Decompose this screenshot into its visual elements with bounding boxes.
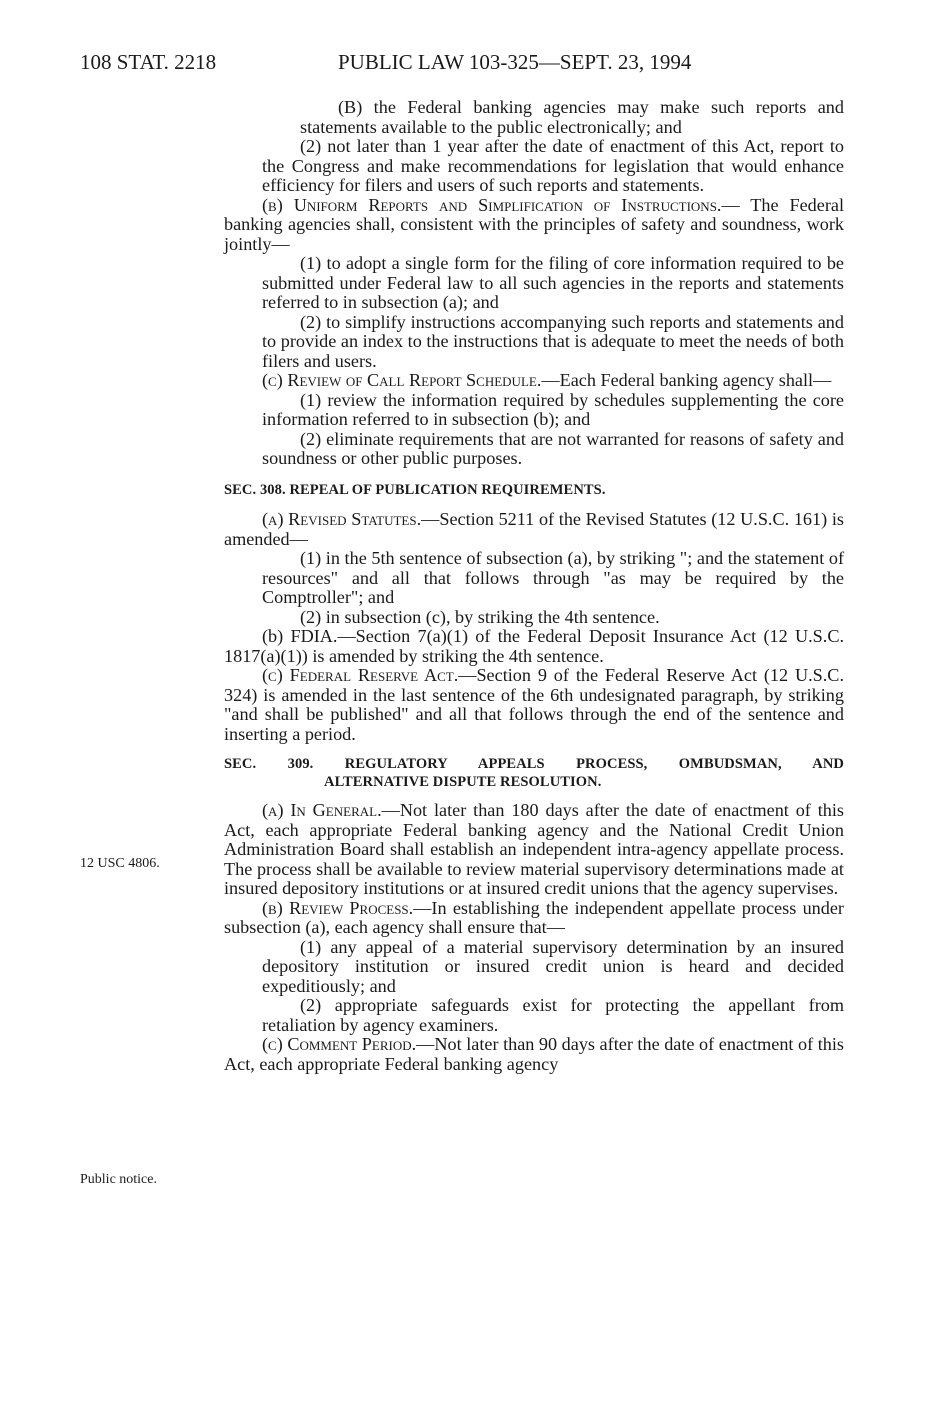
revised-statutes-heading: (a) Revised Statutes.— (262, 509, 440, 529)
paragraph-2: (2) not later than 1 year after the date of enactment of this Act, report to the Congress and make recommendations for legislation that would enhance efficiency for filers and users of such reports and statements. (262, 136, 844, 195)
paragraph-b-1: (1) to adopt a single form for the filing of core information required to be submitted under Federal law to all such agencies in the reports and statements referred to in subsection (a); and (262, 253, 844, 312)
review-process-heading: (b) Review Process.— (262, 897, 432, 918)
paragraph-b-2: (2) to simplify instructions accompanying such reports and statements and to provide an index to the instructions that is adequate to meet the needs of both filers and users. (262, 311, 844, 371)
comment-period-text: Not later than 90 days after the date of enactment of this Act, each appropriate Federal banking agency (224, 1034, 845, 1074)
section-309-paragraph-2: (2) appropriate safeguards exist for protecting the appellant from retaliation by agency examiners. (262, 995, 844, 1035)
section-309-subsection-b (224, 899, 844, 938)
subsection-c-heading: (c) Review of Call Report Schedule.— (262, 370, 560, 390)
statute-page-number: 108 STAT. 2218 (80, 50, 217, 74)
federal-reserve-act-heading: (c) Federal Reserve Act.— (262, 665, 477, 685)
in-general-text: Not later than 180 days after the date of enactment of this Act, each appropriate Federal banking agency and the National Credit Union Administration Board shall establish an independent intra-agency appellate process. The process shall be available to review material supervisory determinations made at insured depository institutions or at insured credit unions that the agency supervises. (224, 800, 844, 898)
section-308-heading: SEC. 308. REPEAL OF PUBLICATION REQUIREMENTS. (224, 481, 606, 498)
paragraph-b: (B) the Federal banking agencies may make such reports and statements available to the public electronically; and (300, 97, 844, 137)
section-309-paragraph-1: (1) any appeal of a material supervisory determination by an insured depository institution or insured credit union is heard and decided expeditiously; and (262, 936, 844, 996)
comment-period-heading: (c) Comment Period.— (262, 1034, 435, 1054)
section-308-subsection-a (224, 510, 844, 549)
section-308-paragraph-2: (2) in subsection (c), by striking the 4th sentence. (300, 606, 660, 627)
paragraph-c-1: (1) review the information required by schedules supplementing the core information referred to in subsection (b); and (262, 389, 844, 429)
section-308-paragraph-1: (1) in the 5th sentence of subsection (a), by striking "; and the statement of resources" and all that follows through "as may be required by the Comptroller"; and (262, 548, 844, 607)
subsection-c-text: Each Federal banking agency shall— (559, 370, 832, 390)
paragraph-c-2: (2) eliminate requirements that are not warranted for reasons of safety and soundness or other public purposes. (262, 428, 844, 468)
margin-note-public-notice: Public notice. (80, 1172, 157, 1187)
page-header (80, 50, 860, 80)
subsection-b-heading: (b) Uniform Reports and Simplification of Instructions.— (262, 194, 740, 215)
revised-statutes-text: Section 5211 of the Revised Statutes (12 U.S.C. 161) is amended— (224, 509, 844, 549)
subsection-b (224, 196, 844, 255)
section-309-heading-line-2: ALTERNATIVE DISPUTE RESOLUTION. (324, 774, 602, 790)
subsection-c (224, 371, 844, 391)
review-process-text: In establishing the independent appellate process under subsection (a), each agency shall ensure that— (224, 897, 844, 937)
document-body (224, 98, 844, 1074)
federal-reserve-act-text: Section 9 of the Federal Reserve Act (12 U.S.C. 324) is amended in the last sentence of the 6th undesignated paragraph, by striking "and shall be published" and all that follows through the end of the sentence and inserting a period. (224, 665, 844, 744)
section-309-subsection-c (224, 1035, 844, 1074)
in-general-heading: (a) In General.— (262, 800, 400, 820)
section-309-heading (224, 755, 844, 791)
section-308-subsection-b: (b) FDIA.—Section 7(a)(1) of the Federal Deposit Insurance Act (12 U.S.C. 1817(a)(1)) is amended by striking the 4th sentence. (224, 626, 844, 666)
public-law-title: PUBLIC LAW 103-325—SEPT. 23, 1994 (338, 50, 692, 74)
section-308-subsection-c (224, 666, 844, 744)
section-309-subsection-a (224, 801, 844, 899)
section-309-heading-line-1: SEC. 309. REGULATORY APPEALS PROCESS, OMBUDSMAN, AND (224, 756, 844, 772)
margin-note-usc: 12 USC 4806. (80, 856, 160, 871)
subsection-b-text: The Federal banking agencies shall, consistent with the principles of safety and soundness, work jointly— (224, 194, 845, 254)
